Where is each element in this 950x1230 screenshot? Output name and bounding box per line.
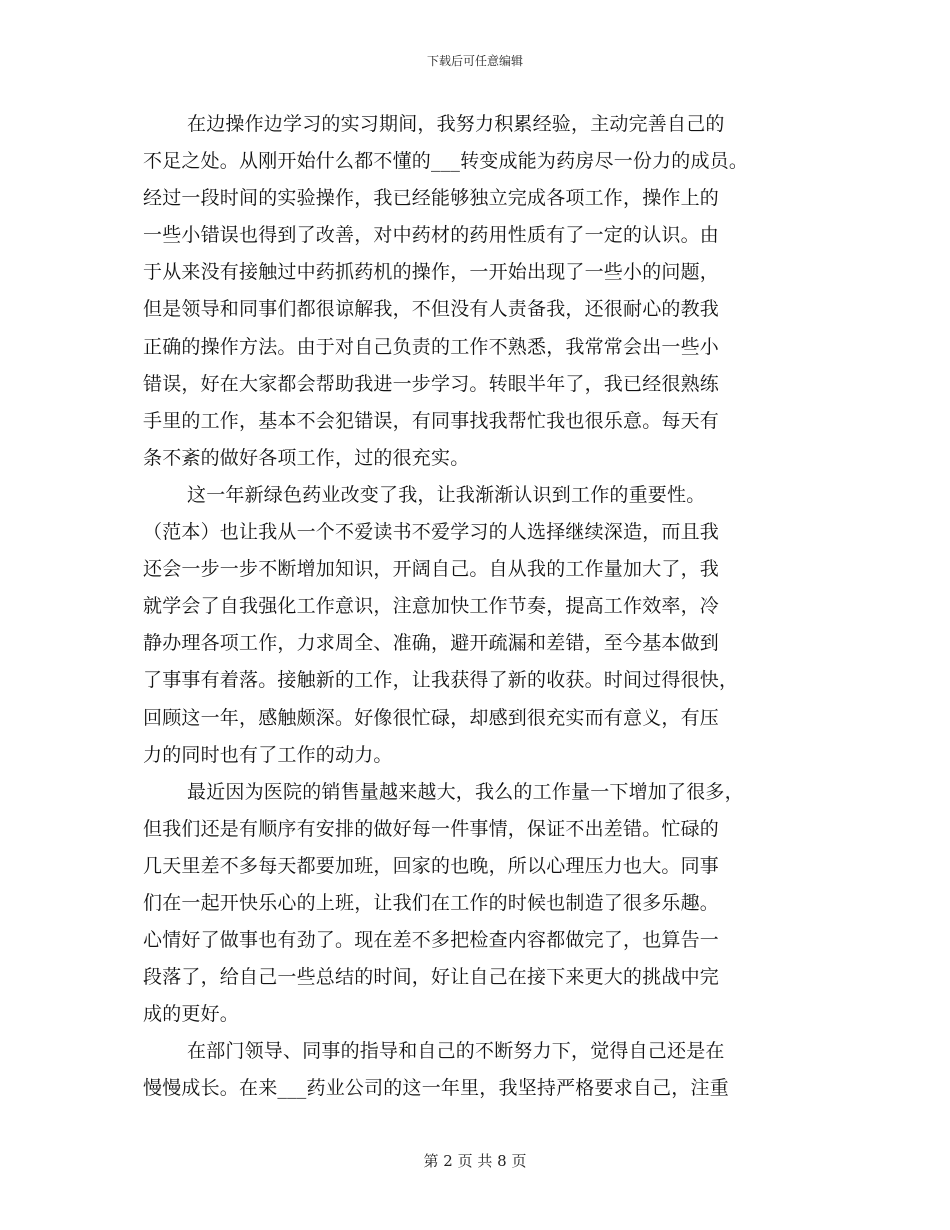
paragraph-first-line: 在边操作边学习的实习期间，我努力积累经验，主动完善自己的 bbox=[187, 113, 725, 135]
text-line: 静办理各项工作，力求周全、准确，避开疏漏和差错，至今基本做到 bbox=[143, 632, 720, 655]
text-line: 段落了，给自己一些总结的时间，好让自己在接下来更大的挑战中完 bbox=[143, 966, 720, 989]
text-line: 但我们还是有顺序有安排的做好每一件事情，保证不出差错。忙碌的 bbox=[143, 817, 720, 840]
text-line: 心情好了做事也有劲了。现在差不多把检查内容都做完了，也算告一 bbox=[143, 929, 720, 952]
text-line: 回顾这一年，感触颇深。好像很忙碌，却感到很充实而有意义，有压 bbox=[143, 706, 720, 729]
text-line: 条不紊的做好各项工作，过的很充实。 bbox=[143, 446, 470, 469]
text-line: （范本）也让我从一个不爱读书不爱学习的人选择继续深造，而且我 bbox=[143, 521, 720, 544]
paragraph-first-line: 这一年新绿色药业改变了我，让我渐渐认识到工作的重要性。 bbox=[187, 483, 706, 506]
text-line: 几天里差不多每天都要加班，回家的也晚，所以心理压力也大。同事 bbox=[143, 854, 720, 877]
text-line: 还会一步一步不断增加知识，开阔自己。自从我的工作量加大了，我 bbox=[143, 558, 720, 581]
paragraph-first-line: 在部门领导、同事的指导和自己的不断努力下，觉得自己还是在 bbox=[187, 1040, 725, 1063]
text-line: 经过一段时间的实验操作，我已经能够独立完成各项工作，操作上的 bbox=[143, 187, 720, 210]
text-line: 就学会了自我强化工作意识，注意加快工作节奏，提高工作效率，冷 bbox=[143, 595, 720, 618]
text-line: 慢慢成长。在来___药业公司的这一年里，我坚持严格要求自己，注重 bbox=[143, 1077, 729, 1100]
text-line: 但是领导和同事们都很谅解我，不但没有人责备我，还很耐心的教我 bbox=[143, 298, 720, 321]
text-line: 一些小错误也得到了改善，对中药材的药用性质有了一定的认识。由 bbox=[143, 224, 720, 247]
text-line: 了事事有着落。接触新的工作，让我获得了新的收获。时间过得很快， bbox=[143, 669, 739, 692]
text-line: 手里的工作，基本不会犯错误，有同事找我帮忙我也很乐意。每天有 bbox=[143, 409, 720, 432]
text-line: 错误，好在大家都会帮助我进一步学习。转眼半年了，我已经很熟练 bbox=[143, 372, 720, 395]
text-line: 成的更好。 bbox=[143, 1003, 240, 1026]
text-line: 不足之处。从刚开始什么都不懂的___转变成能为药房尽一份力的成员。 bbox=[143, 150, 749, 173]
text-line: 正确的操作方法。由于对自己负责的工作不熟悉，我常常会出一些小 bbox=[143, 335, 720, 358]
text-line: 于从来没有接触过中药抓药机的操作，一开始出现了一些小的问题， bbox=[143, 261, 720, 284]
text-line: 们在一起开快乐心的上班，让我们在工作的时候也制造了很多乐趣。 bbox=[143, 891, 720, 914]
document-body bbox=[143, 106, 823, 1108]
text-line: 力的同时也有了工作的动力。 bbox=[143, 743, 393, 766]
page-header: 下载后可任意编辑 bbox=[426, 54, 523, 68]
paragraph-first-line: 最近因为医院的销售量越来越大，我么的工作量一下增加了很多， bbox=[187, 780, 744, 803]
page-footer: 第 2 页 共 8 页 bbox=[423, 1152, 527, 1170]
